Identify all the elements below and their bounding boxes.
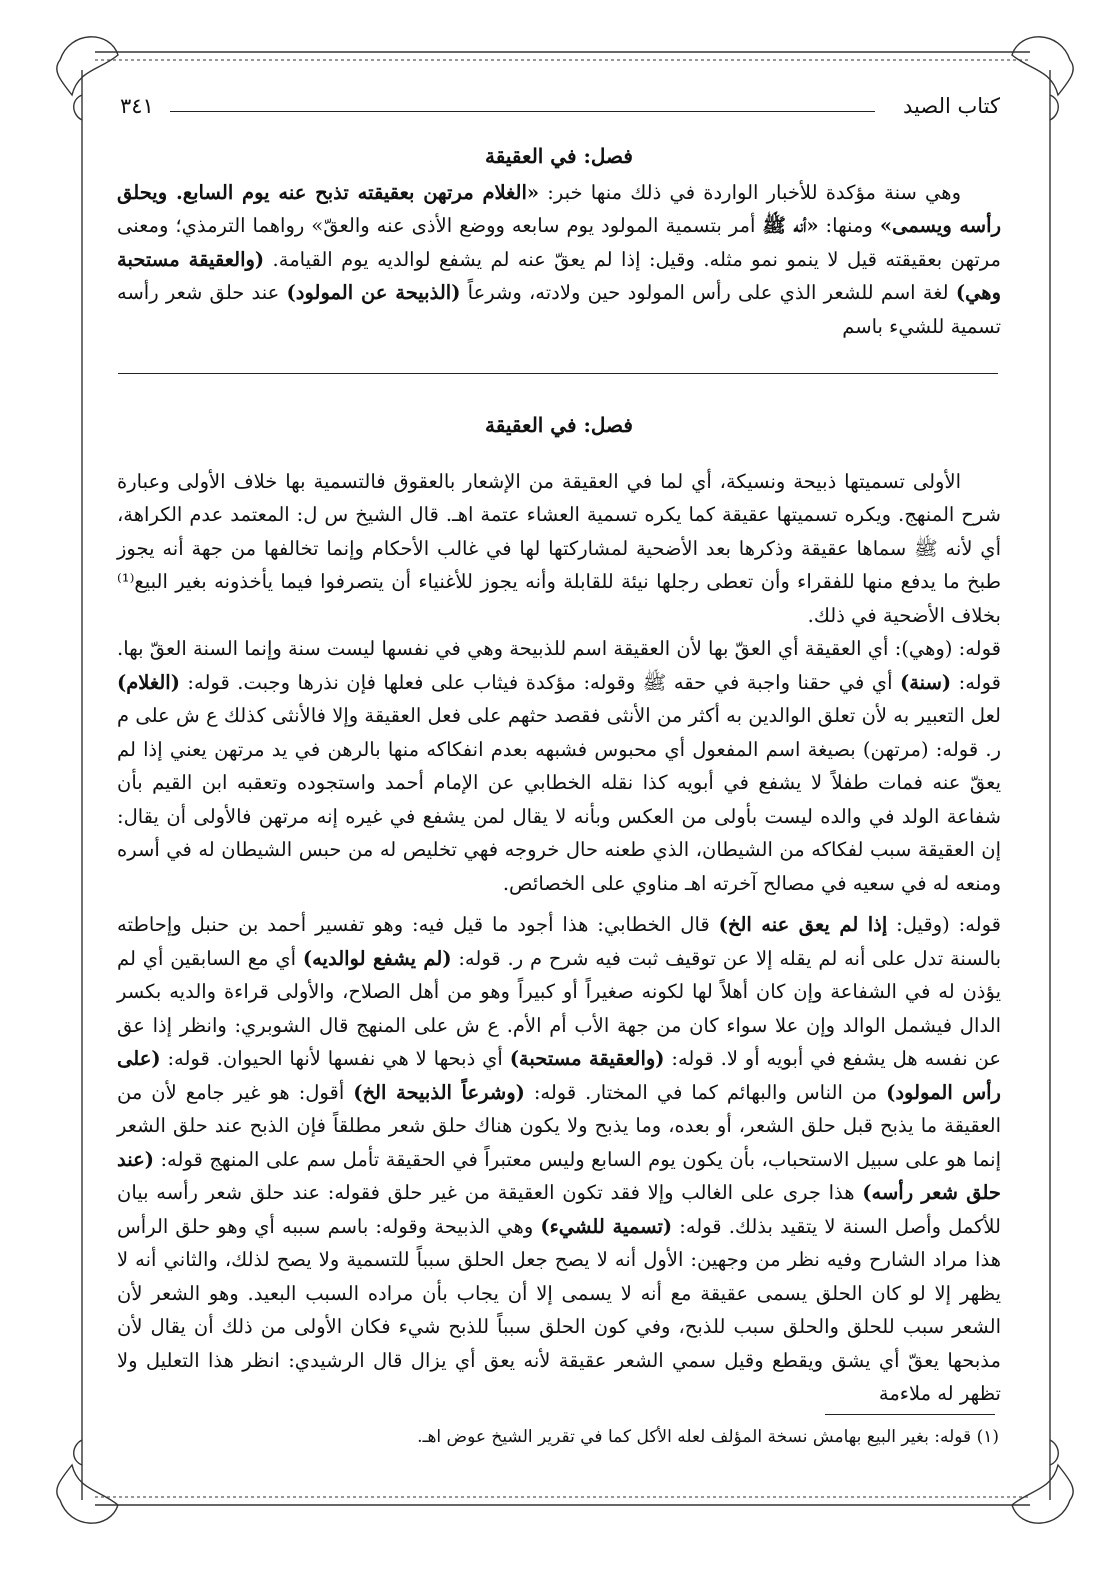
text-run: أي في حقنا واجبة في حقه ﷺ وقوله: مؤكدة فيثاب على فعلها فإن نذرها وجبت. قوله: xyxy=(179,670,900,694)
footnote-rule xyxy=(825,1414,995,1415)
bold-quote-run: (والعقيقة مستحبة) xyxy=(509,1047,665,1070)
text-run: أي ذبحها لا هي نفسها لأنها الحيوان. قوله: xyxy=(160,1047,510,1070)
bold-quote-run: «الغلام مرتهن بعقيقته تذبح عنه يوم السابع. ويحلق رأسه ويسمى» xyxy=(117,180,1001,237)
text-run: عند حلق شعر رأسه تسمية للشيء باسم xyxy=(117,281,1001,338)
text-run: هذا جرى على الغالب وإلا فقد تكون العقيقة من غير حلق فقوله: عند حلق شعر رأسه بيان للأكمل وأصل السنة لا يتقيد بذلك. قوله: xyxy=(117,1181,1001,1238)
sharh-section xyxy=(117,409,1001,1411)
sharh-paragraph xyxy=(117,908,1001,1411)
sharh-paragraph xyxy=(117,465,1001,633)
text-run: لعل التعبير به لأن تعلق الوالدين به أكثر من الأنثى فقصد حثهم على فعل العقيقة وإلا فالأنثى كذلك ع ش على م ر. قوله: (مرتهن) بصيغة اسم المفعول أي محبوس فشبهه بعدم انفكاكه منها بالرهن في يد مرتهن يعني إذا لم يعقّ عنه فمات طفلاً لا يشفع في أبويه كذا نقله الخطابي عن الإمام أحمد واستجوده وتعقبه ابن القيم بأن شفاعة الولد في والده ليست بأولى من العكس وبأنه لا يقال لمن يشفع في غيره إنه مرتهن فالأولى أن يقال: إن العقيقة سبب لفكاكه من الشيطان، الذي طعنه حال خروجه فهي تخليص له من حبس الشيطان له في أسره ومنعه له في سعيه في مصالح آخرته اهـ مناوي على الخصائص. xyxy=(117,704,1001,895)
sharh-paragraph xyxy=(117,632,1001,900)
bold-quote-run: (والعقيقة مستحبة وهي) xyxy=(117,247,1001,304)
running-header xyxy=(120,94,1000,124)
bold-quote-run: (الغلام) xyxy=(117,670,180,694)
bold-quote-run: إذا لم يعق عنه الخ) xyxy=(718,913,888,936)
text-run: من الناس والبهائم كما في المختار. قوله: xyxy=(524,1080,887,1104)
footnote-marker: (١) xyxy=(976,1427,999,1447)
text-run: الأولى تسميتها ذبيحة ونسيكة، أي لما في العقيقة من الإشعار بالعقوق فالتسمية بها خلاف الأولى وعبارة شرح المنهج. ويكره تسميتها عقيقة كما يكره تسمية العشاء عتمة اهـ. قال الشيخ س ل: المعتمد عدم الكراهة، أي لأنه ﷺ سماها عقيقة وذكرها بعد الأضحية لمشاركتها لها في غالب الأحكام وإنما تخالفها من جهة أنه يجوز طبخ ما يدفع منها للفقراء وأن تعطى رجلها نيئة للقابلة وأنه يجوز للأغنياء أن يتصرفوا فيما يأخذونه بغير البيع⁽¹⁾ بخلاف الأضحية في ذلك. xyxy=(117,469,1001,627)
bold-quote-run: (الذبيحة عن المولود) xyxy=(286,281,461,304)
bold-quote-run: (لم يشفع لوالديه) xyxy=(302,946,452,970)
matn-heading: فصل: في العقيقة xyxy=(485,144,633,168)
sharh-heading: فصل: في العقيقة xyxy=(485,413,633,437)
bold-quote-run: (سنة) xyxy=(900,670,952,694)
section-divider xyxy=(118,373,998,374)
text-run: لغة اسم للشعر الذي على رأس المولود حين ولادته، وشرعاً xyxy=(460,281,956,304)
footnote xyxy=(119,1424,999,1450)
bold-quote-run: (على رأس المولود) xyxy=(117,1047,1001,1104)
bold-quote-run: (عند حلق شعر رأسه) xyxy=(117,1147,1001,1204)
text-run: قوله: (وهي): أي العقيقة أي العقّ بها لأن العقيقة اسم للذبيحة وهي في نفسها ليست سنة وإنما السنة العقّ بها. قوله: xyxy=(117,637,1002,694)
text-run: وهي سنة مؤكدة للأخبار الواردة في ذلك منها خبر: xyxy=(539,180,961,204)
matn-section xyxy=(117,140,1001,343)
text-run: وهي الذبيحة وقوله: باسم سببه أي وهو حلق الرأس هذا مراد الشارح وفيه نظر من وجهين: الأول أنه لا يصح جعل الحلق سبباً للتسمية ولا يصح لذلك، والثاني أنه لا يظهر إلا لو كان الحلق يسمى عقيقة مع أنه لا يسمى إلا أن يجاب بأن مراده السبب البعيد. وهو الشعر لأن الشعر سبب للحلق والحلق سبب للذبح، وفي كون الحلق سبباً للذبح شيء فكان الأولى من ذلك أن يقال لأن مذبحها يعقّ أي يشق ويقطع وقيل سمي الشعر عقيقة لأنه يعق أي يزال قال الرشيدي: انظر هذا التعليل ولا تظهر له ملاءمة xyxy=(117,1214,1001,1405)
text-run: قال الخطابي: هذا أجود ما قيل فيه: وهو تفسير أحمد بن حنبل وإحاطته بالسنة تدل على أنه لم يقله إلا عن توقيف ثبت فيه شرح م ر. قوله: xyxy=(117,913,1002,970)
text-run: أمر بتسمية المولود يوم سابعه ووضع الأذى عنه والعقّ» رواهما الترمذي؛ ومعنى مرتهن بعقيقته قيل لا ينمو نمو مثله. وقيل: إذا لم يعقّ عنه لم يشفع لوالديه يوم القيامة. xyxy=(117,214,1001,271)
sharh-body xyxy=(117,465,1001,1411)
book-title: كتاب الصيد xyxy=(903,94,1000,118)
text-run: ومنها: xyxy=(818,214,880,237)
header-rule xyxy=(170,111,875,112)
text-run: أقول: هو غير جامع لأن من العقيقة ما يذبح قبل حلق الشعر، أو بعده، وما يذبح ولا يكون هناك حلق شعر مطلقاً فإن الذبح عند حلق الشعر إنما هو على سبيل الاستحباب، بأن يكون يوم السابع وليس معتبراً في الحقيقة تأمل سم على المنهج قوله: xyxy=(117,1080,1001,1171)
bold-quote-run: (تسمية للشيء) xyxy=(540,1214,673,1238)
text-run: أي مع السابقين أي لم يؤذن له في الشفاعة وإن كان أهلاً لها لكونه صغيراً أو كبيراً وهو من أهل الصلاح، والأولى قراءة والديه بكسر الدال فيشمل الوالد وإن علا سواء كان من جهة الأب أم الأم. ع ش على المنهج قال الشوبري: وانظر إذا عق عن نفسه هل يشفع في أبويه أو لا. قوله: xyxy=(117,946,1001,1070)
matn-paragraph xyxy=(117,176,1001,344)
text-run: قوله: (وقيل: xyxy=(887,913,1002,936)
bold-quote-run: (وشرعاً الذبيحة الخ) xyxy=(353,1080,525,1104)
footnote-text: قوله: بغير البيع بهامش نسخة المؤلف لعله الأكل كما في تقرير الشيخ عوض اهـ. xyxy=(417,1427,972,1447)
page-number: ٣٤١ xyxy=(120,94,154,118)
bold-quote-run: «أنه ﷺ xyxy=(762,214,819,237)
